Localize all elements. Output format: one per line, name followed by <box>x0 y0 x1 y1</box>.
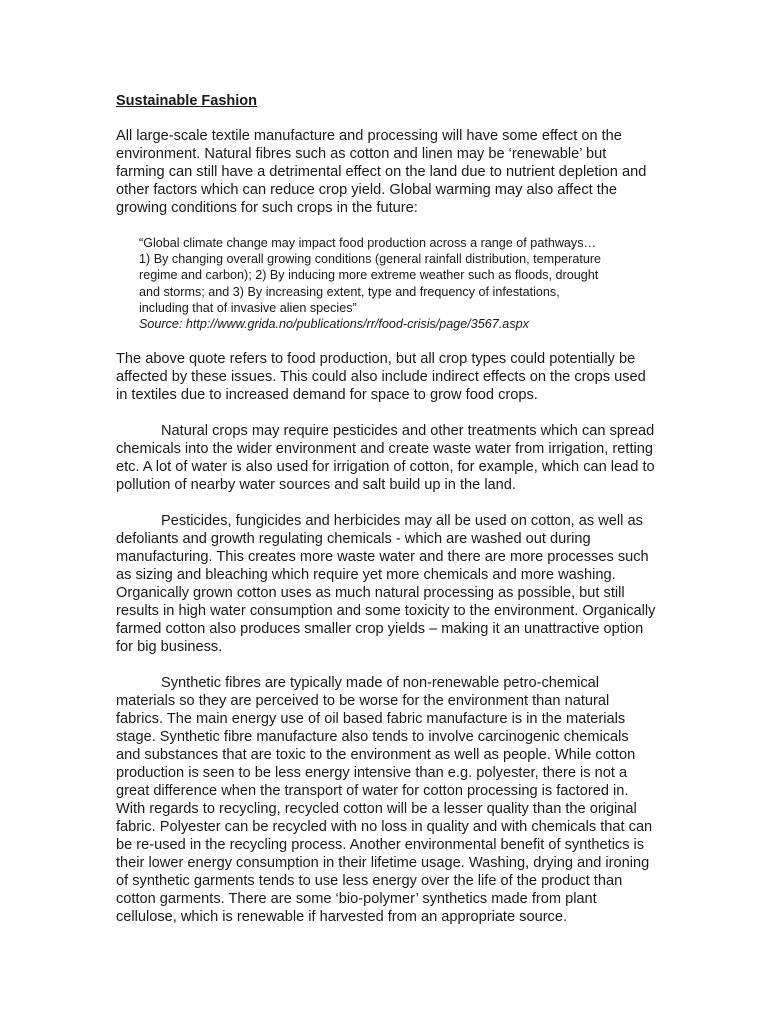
paragraph-pesticides: Pesticides, fungicides and herbicides may all be used on cotton, as well as defoliants and growth regulating chemicals - which are washed out during manufacturing. This creates more waste water and there are more processes such as sizing and bleaching which require yet more chemicals and more washing. Organically grown cotton uses as much natural processing as possible, but still results in high water consumption and some toxicity to the environment. Organically farmed cotton also produces smaller crop yields – making it an unattractive option for big business. <box>116 513 656 656</box>
paragraph-synthetic-fibres: Synthetic fibres are typically made of non-renewable petro-chemical materials so they are perceived to be worse for the environment than natural fabrics. The main energy use of oil based fabric manufacture is in the materials stage. Synthetic fibre manufacture also tends to involve carcinogenic chemicals and substances that are toxic to the environment as well as people. While cotton production is seen to be less energy intensive than e.g. polyester, there is not a great difference when the transport of water for cotton processing is factored in. With regards to recycling, recycled cotton will be a lesser quality than the original fabric. Polyester can be recycled with no loss in quality and with chemicals that can be re-used in the recycling process. Another environmental benefit of synthetics is their lower energy consumption in their lifetime usage. Washing, drying and ironing of synthetic garments tends to use less energy over the life of the product than cotton garments. There are some ‘bio-polymer’ synthetics made from plant cellulose, which is renewable if harvested from an appropriate source. <box>116 675 653 926</box>
quote-text: “Global climate change may impact food production across a range of pathways… 1) By changing overall growing conditions (general rainfall distribution, temperature regime and carbon); 2) By inducing more extreme weather such as floods, drought and storms; and 3) By increasing extent, type and frequency of infestations, including that of invasive alien species” <box>139 236 602 315</box>
quote-source: Source: http://www.grida.no/publications/rr/food-crisis/page/3567.aspx <box>139 317 529 332</box>
intro-paragraph: All large-scale textile manufacture and processing will have some effect on the environment. Natural fibres such as cotton and linen may be ‘renewable’ but farming can still have a detrimental effect on the land due to nutrient depletion and other factors which can reduce crop yield. Global warming may also affect the growing conditions for such crops in the future: <box>116 128 647 216</box>
paragraph-quote-commentary: The above quote refers to food production, but all crop types could potentially be affected by these issues. This could also include indirect effects on the crops used in textiles due to increased demand for space to grow food crops. <box>116 351 646 404</box>
paragraph-natural-crops: Natural crops may require pesticides and other treatments which can spread chemicals into the wider environment and create waste water from irrigation, retting etc. A lot of water is also used for irrigation of cotton, for example, which can lead to pollution of nearby water sources and salt build up in the land. <box>116 423 655 494</box>
block-quote <box>139 235 609 332</box>
document-page <box>116 92 656 944</box>
document-title: Sustainable Fashion <box>116 93 257 109</box>
